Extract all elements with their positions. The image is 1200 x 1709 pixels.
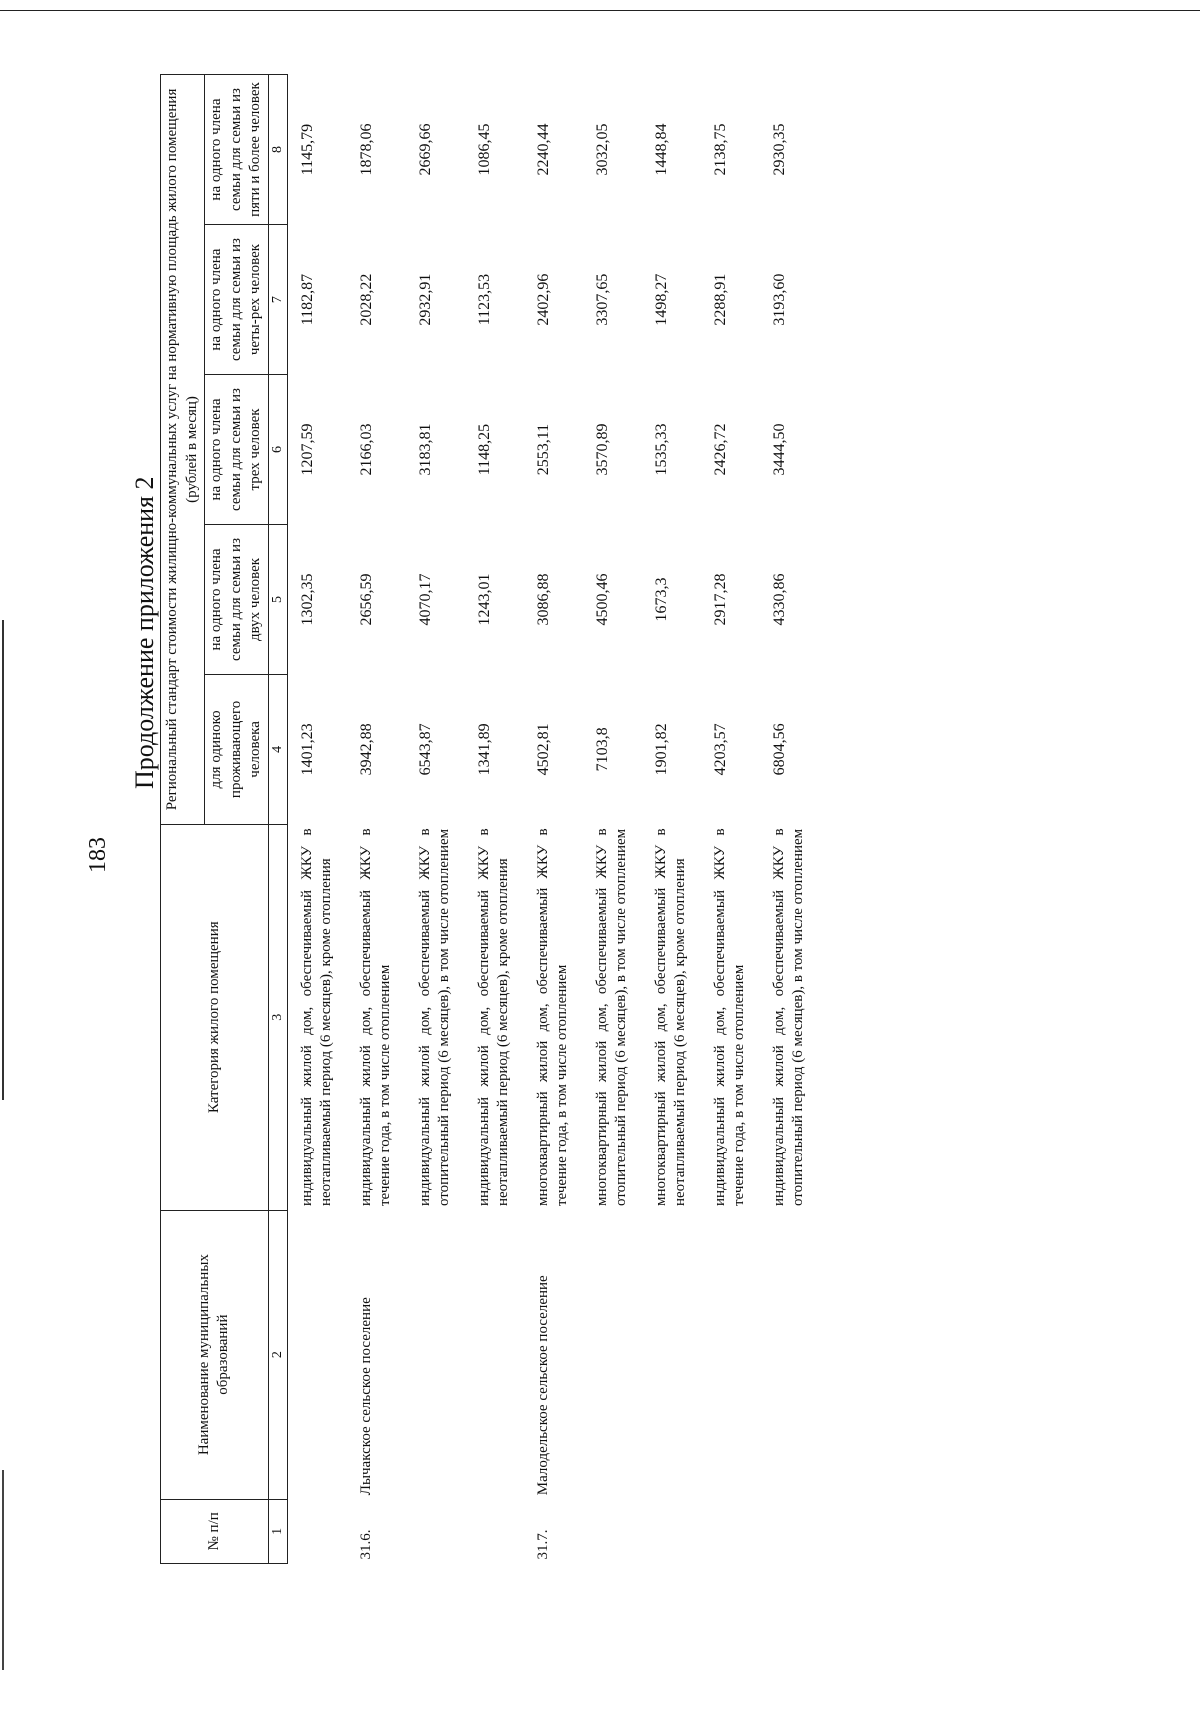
value-two: 1243,01 <box>475 573 493 626</box>
table-row <box>650 75 709 1564</box>
row-municipality <box>287 1210 355 1499</box>
row-category: многоквартирный жилой дом, обеспечиваемый ЖКУ в неотапливаемый период (6 месяцев), кроме отопления <box>652 828 689 1207</box>
header-standard-group: Региональный стандарт стоимости жилищно-коммунальных услуг на нормативную площадь жилого помещения (рублей в месяц) <box>161 75 205 825</box>
header-three: на одного члена семьи для семьи из трех человек <box>205 375 269 525</box>
value-three: 1148,25 <box>475 423 493 476</box>
value-three: 2426,72 <box>711 423 729 476</box>
value-two: 4500,46 <box>593 573 611 626</box>
row-municipality <box>473 1210 532 1499</box>
row-municipality <box>591 1210 650 1499</box>
row-municipality <box>768 1210 827 1499</box>
row-number: 31.6. <box>357 1529 374 1560</box>
table-row <box>355 75 414 1564</box>
col-number: 5 <box>268 524 287 674</box>
value-five-plus: 1448,84 <box>652 123 670 176</box>
row-number <box>473 1499 532 1563</box>
row-number <box>591 1499 650 1563</box>
value-single: 6804,56 <box>770 723 788 776</box>
housing-cost-table <box>160 74 827 1564</box>
col-number: 8 <box>268 75 287 225</box>
row-category: многоквартирный жилой дом, обеспечиваемый ЖКУ в течение года, в том числе отоплением <box>534 828 571 1207</box>
col-number: 7 <box>268 225 287 375</box>
value-single: 6543,87 <box>416 723 434 776</box>
row-number <box>287 1499 355 1563</box>
value-single: 3942,88 <box>357 723 375 776</box>
value-three: 2166,03 <box>357 423 375 476</box>
value-two: 4330,86 <box>770 573 788 626</box>
value-three: 1535,33 <box>652 423 670 476</box>
header-category: Категория жилого помещения <box>161 824 269 1210</box>
table-row <box>768 75 827 1564</box>
row-number <box>414 1499 473 1563</box>
table-row <box>473 75 532 1564</box>
table-row <box>591 75 650 1564</box>
value-four: 2402,96 <box>534 273 552 326</box>
col-number: 3 <box>268 824 287 1210</box>
header-two: на одного члена семьи для семьи из двух человек <box>205 524 269 674</box>
header-municipality: Наименование муниципальных образований <box>161 1210 269 1499</box>
table-row <box>532 75 591 1564</box>
value-five-plus: 2930,35 <box>770 123 788 176</box>
value-two: 2917,28 <box>711 573 729 626</box>
table-row <box>709 75 768 1564</box>
value-single: 1401,23 <box>298 723 316 776</box>
row-municipality <box>414 1210 473 1499</box>
value-five-plus: 1878,06 <box>357 123 375 176</box>
header-no: № п/п <box>161 1499 269 1563</box>
value-three: 3444,50 <box>770 423 788 476</box>
value-four: 1123,53 <box>475 273 493 326</box>
value-single: 4502,81 <box>534 723 552 776</box>
value-five-plus: 2669,66 <box>416 123 434 176</box>
row-category: индивидуальный жилой дом, обеспечиваемый ЖКУ в отопительный период (6 месяцев), в том числе отоплением <box>416 828 453 1207</box>
row-number <box>709 1499 768 1563</box>
row-number <box>768 1499 827 1563</box>
row-municipality: Лычакское сельское поселение <box>357 1297 374 1496</box>
row-category: индивидуальный жилой дом, обеспечиваемый ЖКУ в течение года, в том числе отоплением <box>357 828 394 1207</box>
value-four: 1498,27 <box>652 273 670 326</box>
row-category: индивидуальный жилой дом, обеспечиваемый ЖКУ в отопительный период (6 месяцев), в том числе отоплением <box>770 828 807 1207</box>
row-number <box>650 1499 709 1563</box>
value-four: 2288,91 <box>711 273 729 326</box>
value-three: 2553,11 <box>534 423 552 476</box>
value-five-plus: 2138,75 <box>711 123 729 176</box>
row-municipality: Малодельское сельское поселение <box>534 1275 551 1496</box>
value-two: 4070,17 <box>416 573 434 626</box>
header-single: для одиноко проживающего человека <box>205 674 269 824</box>
table-row <box>287 75 355 1564</box>
value-five-plus: 3032,05 <box>593 123 611 176</box>
col-number: 6 <box>268 375 287 525</box>
value-four: 2028,22 <box>357 273 375 326</box>
value-four: 3307,65 <box>593 273 611 326</box>
value-two: 1673,3 <box>652 577 670 622</box>
value-single: 1901,82 <box>652 723 670 776</box>
value-two: 3086,88 <box>534 573 552 626</box>
running-title: Продолжение приложения 2 <box>130 476 159 789</box>
col-number: 2 <box>268 1210 287 1499</box>
row-category: многоквартирный жилой дом, обеспечиваемый ЖКУ в отопительный период (6 месяцев), в том числе отоплением <box>593 828 630 1207</box>
value-four: 3193,60 <box>770 273 788 326</box>
value-single: 7103,8 <box>593 727 611 772</box>
header-four: на одного члена семьи для семьи из четы-рех человек <box>205 225 269 375</box>
row-municipality <box>709 1210 768 1499</box>
page-number: 183 <box>85 837 111 873</box>
value-three: 3183,81 <box>416 423 434 476</box>
row-municipality <box>650 1210 709 1499</box>
value-four: 1182,87 <box>298 273 316 326</box>
value-single: 4203,57 <box>711 723 729 776</box>
header-five-plus: на одного члена семьи для семьи из пяти и более человек <box>205 75 269 225</box>
value-five-plus: 1086,45 <box>475 123 493 176</box>
row-category: индивидуальный жилой дом, обеспечиваемый ЖКУ в неотапливаемый период (6 месяцев), кроме отопления <box>475 828 512 1207</box>
col-number: 4 <box>268 674 287 824</box>
row-category: индивидуальный жилой дом, обеспечиваемый ЖКУ в неотапливаемый период (6 месяцев), кроме отопления <box>298 828 335 1207</box>
table-row <box>414 75 473 1564</box>
value-single: 1341,89 <box>475 723 493 776</box>
row-number: 31.7. <box>534 1529 551 1560</box>
value-two: 2656,59 <box>357 573 375 626</box>
value-four: 2932,91 <box>416 273 434 326</box>
value-three: 1207,59 <box>298 423 316 476</box>
value-three: 3570,89 <box>593 423 611 476</box>
value-five-plus: 2240,44 <box>534 123 552 176</box>
row-category: индивидуальный жилой дом, обеспечиваемый ЖКУ в течение года, в том числе отоплением <box>711 828 748 1207</box>
value-five-plus: 1145,79 <box>298 123 316 176</box>
col-number: 1 <box>268 1499 287 1563</box>
value-two: 1302,35 <box>298 573 316 626</box>
